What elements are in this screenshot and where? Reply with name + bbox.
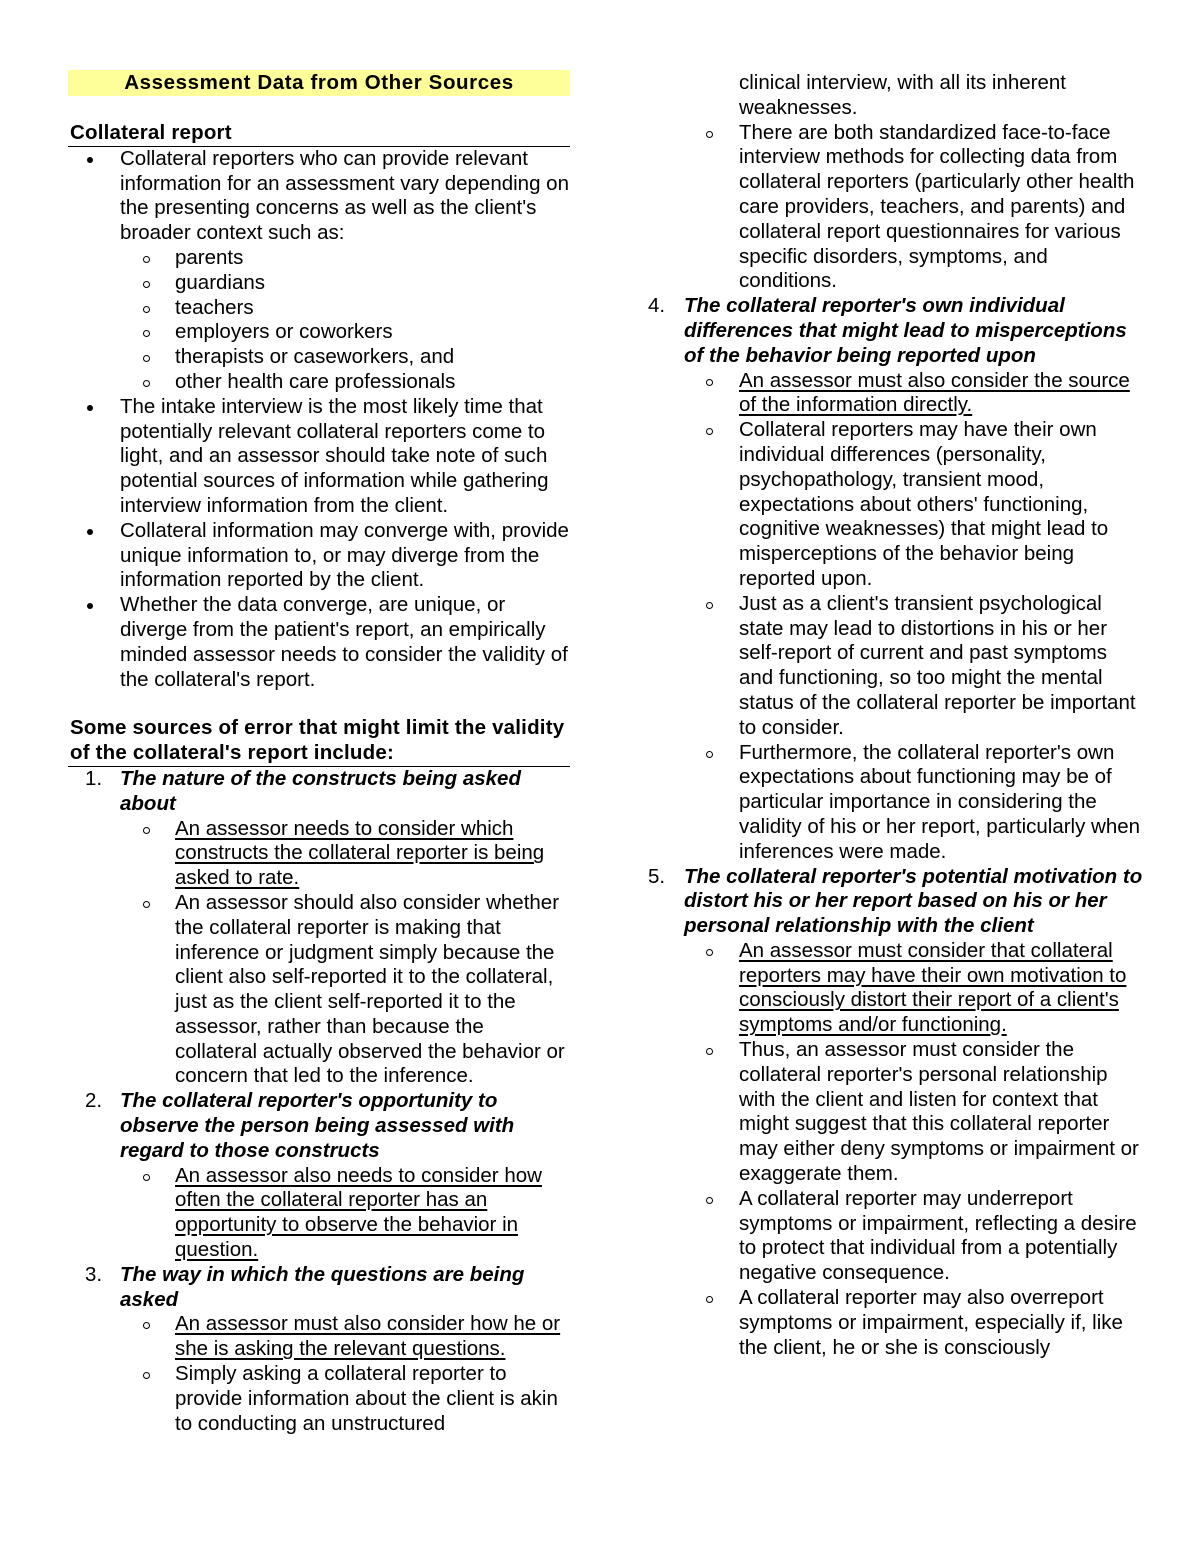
list-item: other health care professionals — [68, 370, 570, 395]
sub-point: A collateral reporter may underreport symptoms or impairment, reflecting a desire to protect that individual from a potentially negative consequence. — [646, 1187, 1146, 1286]
circle-bullet-icon — [143, 827, 150, 834]
circle-bullet-icon — [143, 256, 150, 263]
reporter-type-list — [68, 246, 570, 395]
item-title: The collateral reporter's own individual differences that might lead to misperceptions of the behavior being reported upon — [684, 294, 1127, 367]
list-item: teachers — [68, 296, 570, 321]
sub-point: An assessor should also consider whether the collateral reporter is making that inference or judgment simply because the client also self-reported it to the collateral, just as the client self-reported it to the assessor, rather than because the collateral actually observed the behavior or concern that led to the inference. — [68, 891, 570, 1089]
circle-bullet-icon — [706, 751, 713, 758]
item-number: 4. — [648, 294, 666, 318]
list-item: therapists or caseworkers, and — [68, 345, 570, 370]
circle-bullet-icon — [706, 1197, 713, 1204]
circle-bullet-icon — [143, 1174, 150, 1181]
circle-bullet-icon — [143, 330, 150, 337]
list-item: guardians — [68, 271, 570, 296]
circle-bullet-icon — [706, 602, 713, 609]
item-title: The way in which the questions are being asked — [120, 1262, 525, 1311]
circle-bullet-icon — [706, 949, 713, 956]
sub-point: Collateral reporters may have their own individual differences (personality, psychopathology, transient mood, expectations about others' functioning, cognitive weaknesses) that might lead to misperceptions of the behavior being reported upon. — [646, 418, 1146, 592]
circle-bullet-icon — [706, 379, 713, 386]
sub-point: An assessor needs to consider which constructs the collateral reporter is being asked to rate. — [68, 817, 570, 891]
numbered-item-5 — [646, 865, 1146, 1361]
circle-bullet-icon — [143, 306, 150, 313]
bullet-item: The intake interview is the most likely time that potentially relevant collateral reporters come to light, and an assessor should take note of such potential sources of information while gathering interview information from the client. — [68, 395, 570, 519]
error-sources-list-left — [68, 767, 570, 1437]
sub-point: An assessor must consider that collateral reporters may have their own motivation to consciously distort their report of a client's symptoms and/or functioning. — [646, 939, 1146, 1038]
numbered-item-2 — [68, 1089, 570, 1263]
left-column — [68, 70, 570, 1436]
sub-point: Simply asking a collateral reporter to provide information about the client is akin to conducting an unstructured — [68, 1362, 570, 1436]
bullet-item: Collateral information may converge with, provide unique information to, or may diverge from the information reported by the client. — [68, 519, 570, 593]
sub-point: There are both standardized face-to-face interview methods for collecting data from collateral reporters (particularly other health care providers, teachers, and parents) and collateral report questionnaires for various specific disorders, symptoms, and conditions. — [646, 121, 1146, 295]
item-title: The collateral reporter's potential motivation to distort his or her report based on his or her personal relationship with the client — [684, 864, 1143, 938]
sub-point: A collateral reporter may also overreport symptoms or impairment, especially if, like the client, he or she is consciously — [646, 1286, 1146, 1360]
item-number: 3. — [85, 1262, 103, 1286]
sub-point: Furthermore, the collateral reporter's own expectations about functioning may be of particular importance in considering the validity of his or her report, particularly when inferences were made. — [646, 741, 1146, 865]
sub-point: An assessor also needs to consider how often the collateral reporter has an opportunity to observe the behavior in question. — [68, 1164, 570, 1263]
circle-bullet-icon — [706, 1048, 713, 1055]
sub-point: Just as a client's transient psychological state may lead to distortions in his or her self-report of current and past symptoms and functioning, so too might the mental status of the collateral reporter be important to consider. — [646, 592, 1146, 741]
sub-point: An assessor must also consider the source of the information directly. — [646, 369, 1146, 419]
circle-bullet-icon — [706, 131, 713, 138]
document-title: Assessment Data from Other Sources — [68, 70, 570, 96]
item-title: The nature of the constructs being asked about — [120, 766, 521, 815]
circle-bullet-icon — [706, 428, 713, 435]
numbered-item-4 — [646, 294, 1146, 864]
list-item: employers or coworkers — [68, 320, 570, 345]
circle-bullet-icon — [143, 1372, 150, 1379]
list-item: parents — [68, 246, 570, 271]
bullet-item: Whether the data converge, are unique, or diverge from the patient's report, an empirically minded assessor needs to consider the validity of the collateral's report. — [68, 593, 570, 692]
circle-bullet-icon — [143, 380, 150, 387]
numbered-item-3 — [68, 1263, 570, 1437]
sub-point: Thus, an assessor must consider the collateral reporter's personal relationship with the client and listen for context that might suggest that this collateral reporter may either deny symptoms or impairment or exaggerate them. — [646, 1038, 1146, 1187]
error-sources-list-right — [646, 294, 1146, 1360]
item-number: 2. — [85, 1089, 103, 1113]
bullet-item — [68, 147, 570, 395]
sub-point: An assessor must also consider how he or she is asking the relevant questions. — [68, 1312, 570, 1362]
circle-bullet-icon — [706, 1296, 713, 1303]
circle-bullet-icon — [143, 281, 150, 288]
right-column — [646, 71, 1146, 1360]
circle-bullet-icon — [143, 355, 150, 362]
section-heading-collateral-report: Collateral report — [68, 121, 570, 147]
continued-text: clinical interview, with all its inherent weaknesses. — [739, 71, 1066, 119]
section-heading-sources-of-error: Some sources of error that might limit the validity of the collateral's report include: — [68, 716, 570, 767]
collateral-report-bullets — [68, 147, 570, 693]
circle-bullet-icon — [143, 1322, 150, 1329]
item-title: The collateral reporter's opportunity to observe the person being assessed with regard to those constructs — [120, 1089, 515, 1162]
numbered-item-1 — [68, 767, 570, 1089]
item-number: 1. — [85, 766, 103, 790]
bullet-text: Collateral reporters who can provide relevant information for an assessment vary depending on the presenting concerns as well as the client's broader context such as: — [120, 146, 569, 245]
circle-bullet-icon — [143, 901, 150, 908]
item-number: 5. — [648, 864, 666, 888]
